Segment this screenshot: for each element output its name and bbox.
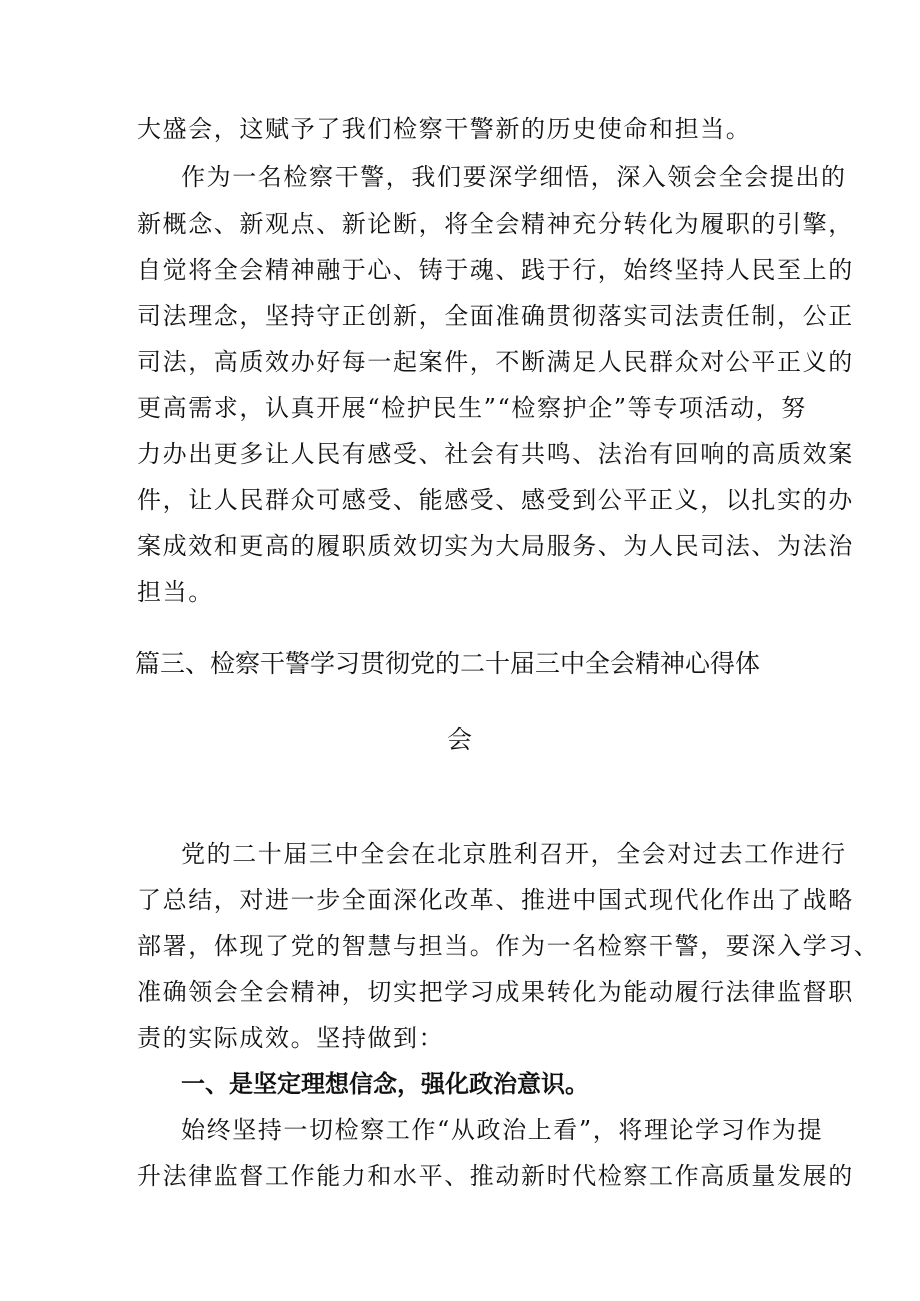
paragraph-line: 案成效和更高的履职质效切实为大局服务、为人民司法、为法治 [137,532,854,560]
paragraph-line: 更高需求，认真开展“检护民生”“检察护企”等专项活动，努 [137,394,807,422]
paragraph-line: 新概念、新观点、新论断，将全会精神充分转化为履职的引擎， [137,210,854,238]
paragraph-line: 始终坚持一切检察工作“从政治上看”，将理论学习作为提 [181,1116,824,1144]
paragraph-line: 准确领会全会精神，切实把学习成果转化为能动履行法律监督职 [137,978,854,1006]
paragraph-line: 大盛会，这赋予了我们检察干警新的历史使命和担当。 [137,115,752,143]
paragraph-line: 件，让人民群众可感受、能感受、感受到公平正义，以扎实的办 [137,486,854,514]
paragraph-line: 了总结，对进一步全面深化改革、推进中国式现代化作出了战略 [137,886,854,914]
paragraph-line: 升法律监督工作能力和水平、推动新时代检察工作高质量发展的 [137,1162,854,1190]
paragraph-line: 部署，体现了党的智慧与担当。作为一名检察干警，要深入学习、 [137,932,880,960]
paragraph-line: 司法理念，坚持守正创新，全面准确贯彻落实司法责任制，公正 [137,302,854,330]
section-title-continuation: 会 [447,725,473,754]
section-title: 篇三、检察干警学习贯彻党的二十届三中全会精神心得体 [135,649,761,678]
paragraph-line: 力办出更多让人民有感受、社会有共鸣、法治有回响的高质效案 [137,440,854,468]
paragraph-line: 担当。 [137,578,214,606]
paragraph-line: 党的二十届三中全会在北京胜利召开，全会对过去工作进行 [181,840,847,868]
paragraph-line: 责的实际成效。坚持做到： [137,1024,445,1052]
paragraph-line: 自觉将全会精神融于心、铸于魂、践于行，始终坚持人民至上的 [137,256,854,284]
subheading: 一、是坚定理想信念，强化政治意识。 [181,1070,589,1098]
paragraph-line: 作为一名检察干警，我们要深学细悟，深入领会全会提出的 [181,163,847,191]
paragraph-line: 司法，高质效办好每一起案件，不断满足人民群众对公平正义的 [137,348,854,376]
